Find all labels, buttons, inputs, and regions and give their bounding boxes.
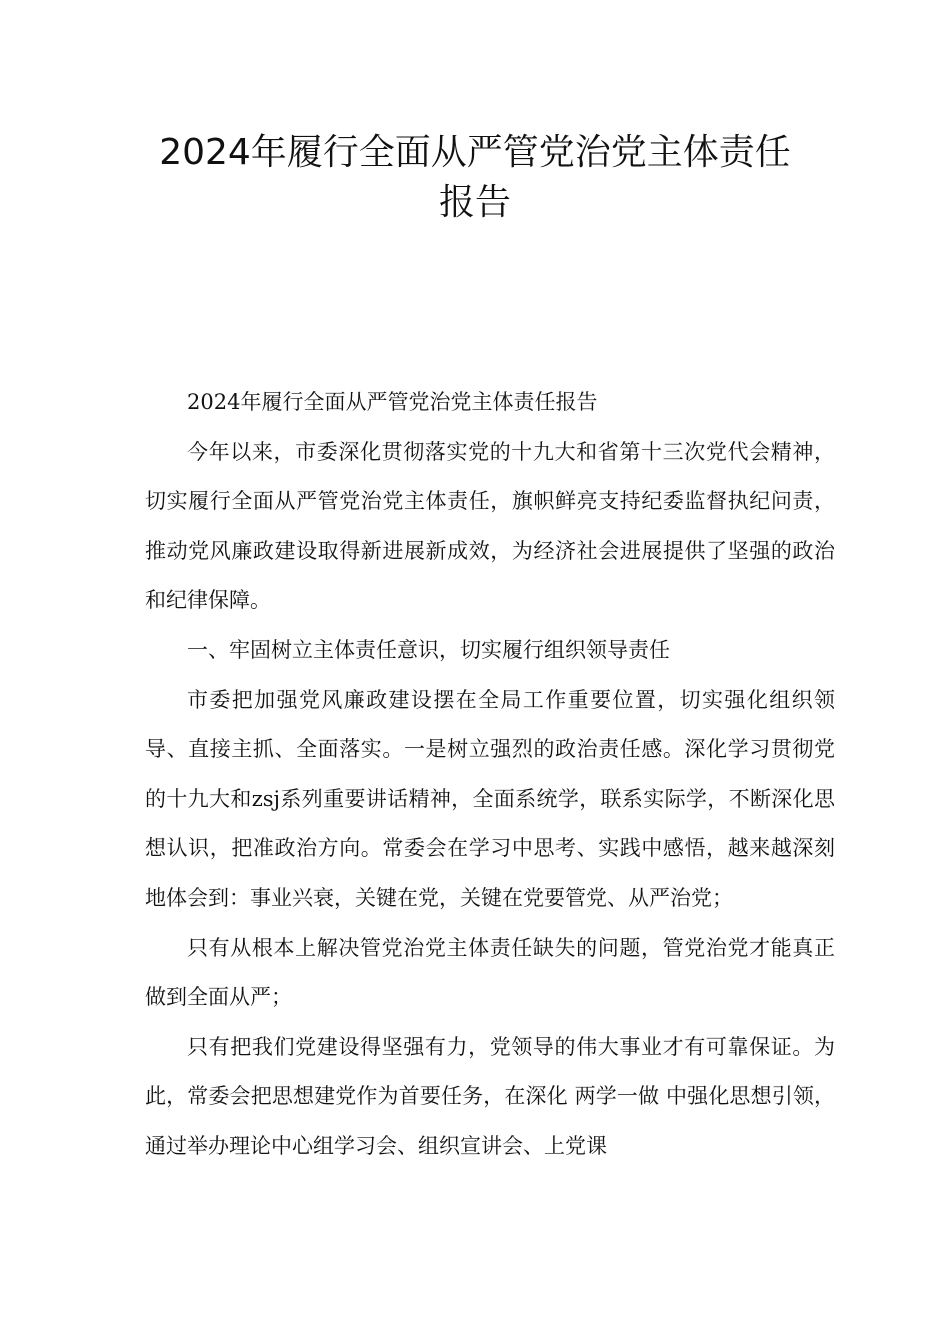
paragraph-intro: 今年以来，市委深化贯彻落实党的十九大和省第十三次党代会精神，切实履行全面从严管党治党主体责任，旗帜鲜亮支持纪委监督执纪问责，推动党风廉政建设取得新进展新成效，为经济社会进展提供了坚强的政治和纪律保障。 xyxy=(145,439,835,613)
document-title-line-1: 2024年履行全面从严管党治党主体责任 xyxy=(159,132,791,173)
paragraph-section-1: 市委把加强党风廉政建设摆在全局工作重要位置，切实强化组织领导、直接主抓、全面落实。一是树立强烈的政治责任感。深化学习贯彻党的十九大和zsj系列重要讲话精神，全面系统学，联系实际学，不断深化思想认识，把准政治方向。常委会在学习中思考、实践中感悟，越来越深刻地体会到：事业兴衰，关键在党，关键在党要管党、从严治党； xyxy=(145,687,835,910)
document-title xyxy=(0,128,950,228)
paragraph-only-party: 只有把我们党建设得坚强有力，党领导的伟大事业才有可靠保证。为此，常委会把思想建党作为首要任务，在深化 两学一做 中强化思想引领，通过举办理论中心组学习会、组织宣讲会、上党课 xyxy=(145,1034,835,1158)
paragraph-only-root: 只有从根本上解决管党治党主体责任缺失的问题，管党治党才能真正做到全面从严； xyxy=(145,935,835,1010)
paragraph-report-title: 2024年履行全面从严管党治党主体责任报告 xyxy=(187,390,598,414)
document-body xyxy=(145,378,835,1172)
document-title-line-2: 报告 xyxy=(438,182,511,223)
section-heading-1: 一、牢固树立主体责任意识，切实履行组织领导责任 xyxy=(187,637,670,662)
